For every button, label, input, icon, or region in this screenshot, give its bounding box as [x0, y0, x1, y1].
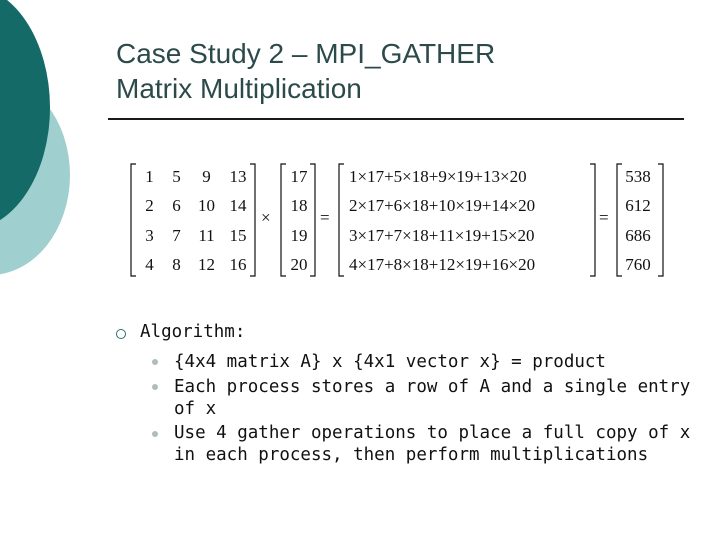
- algorithm-heading: Algorithm:: [140, 322, 246, 342]
- expanded-products: [349, 162, 593, 280]
- vector-x: [284, 162, 314, 280]
- expanded-row: 4×17+8×18+12×19+16×20: [349, 255, 536, 275]
- matrix-a-cell: 11: [198, 225, 215, 245]
- matrix-a-cell: 2: [145, 196, 154, 216]
- equals-operator-2: =: [599, 208, 609, 227]
- matrix-a-cell: 14: [229, 196, 247, 216]
- title-line-1: Case Study 2 – MPI_GATHER: [116, 38, 496, 69]
- matrix-a-cell: 15: [229, 225, 247, 245]
- bullet-dot-icon: [152, 431, 158, 437]
- bullet-dot-icon: [152, 384, 158, 390]
- matrix-a-cell: 4: [145, 255, 154, 275]
- matrix-a-cell: 7: [172, 225, 181, 245]
- matrix-a-cell: 9: [202, 166, 211, 186]
- bullet-item: Use 4 gather operations to place a full copy of x in each process, then perform multiplications: [174, 423, 691, 465]
- matrix-a-cell: 8: [172, 255, 181, 275]
- title-divider: [108, 118, 684, 120]
- matrix-a-cell: 10: [198, 196, 215, 216]
- bullet-item: Each process stores a row of A and a single entry of x: [174, 377, 691, 419]
- matrix-a-cell: 12: [198, 255, 215, 275]
- slide-title: [116, 36, 676, 106]
- expanded-row: 1×17+5×18+9×19+13×20: [349, 166, 527, 186]
- bullet-ring-icon: [116, 329, 126, 339]
- bullet-item: {4x4 matrix A} x {4x1 vector x} = product: [174, 352, 606, 372]
- vector-x-cell: 17: [290, 166, 308, 186]
- matrix-a-cell: 16: [229, 255, 247, 275]
- result-cell: 686: [625, 225, 651, 245]
- result-cell: 760: [625, 255, 651, 275]
- title-line-2: Matrix Multiplication: [116, 73, 362, 104]
- result-vector: [618, 162, 658, 280]
- vector-x-cell: 18: [290, 196, 308, 216]
- matrix-a-cell: 6: [172, 196, 181, 216]
- matrix-a-cell: 3: [145, 225, 154, 245]
- vector-x-cell: 19: [290, 225, 308, 245]
- result-cell: 612: [625, 196, 651, 216]
- matrix-a-cell: 5: [172, 166, 181, 186]
- equation: [128, 160, 668, 280]
- vector-x-cell: 20: [290, 255, 308, 275]
- expanded-row: 2×17+6×18+10×19+14×20: [349, 196, 536, 216]
- expanded-row: 3×17+7×18+11×19+15×20: [349, 225, 535, 245]
- matrix-a-cell: 13: [229, 166, 247, 186]
- matrix-a-cell: 1: [145, 166, 154, 186]
- times-operator: ×: [261, 208, 271, 227]
- matrix-a: [136, 162, 253, 280]
- result-cell: 538: [625, 166, 651, 186]
- bullet-dot-icon: [152, 359, 158, 365]
- equals-operator: =: [320, 208, 330, 227]
